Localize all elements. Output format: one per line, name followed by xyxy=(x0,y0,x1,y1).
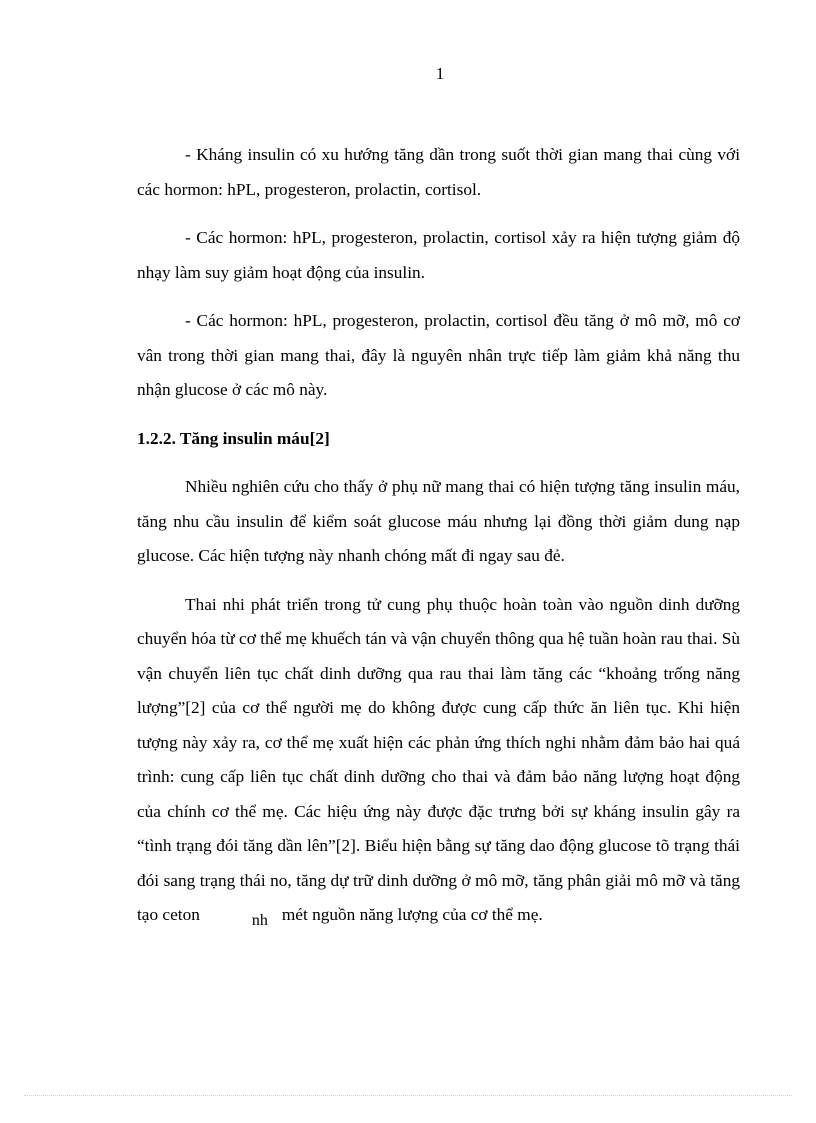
bullet-hormone-sensitivity: - Các hormon: hPL, progesteron, prolactin, cortisol xảy ra hiện tượng giảm độ nhạy làm suy giảm hoạt động của insulin. xyxy=(137,228,740,282)
section-heading-ref: [2] xyxy=(309,428,330,448)
bullet-insulin-resistance: - Kháng insulin có xu hướng tăng dần trong suốt thời gian mang thai cùng với các hormon: hPL, progesteron, prolactin, cortisol. xyxy=(137,145,740,199)
paragraph-fetal-nutrition-tail: mét nguồn năng lượng của cơ thể mẹ. xyxy=(281,905,543,924)
document-body xyxy=(137,138,740,948)
bullet-glucose-uptake: - Các hormon: hPL, progesteron, prolactin, cortisol đều tăng ở mô mỡ, mô cơ vân trong thời gian mang thai, đây là nguyên nhân trực tiếp làm giảm khả năng thu nhận glucose ở các mô này. xyxy=(137,311,740,399)
ocr-artifact-text: nh xyxy=(251,912,268,929)
paragraph-fetal-nutrition xyxy=(137,588,740,934)
section-heading-text: 1.2.2. Tăng insulin máu xyxy=(137,428,310,448)
section-heading xyxy=(137,422,740,457)
page-bottom-rule xyxy=(24,1095,792,1096)
page-number: 1 xyxy=(435,64,445,83)
paragraph-fetal-nutrition-main: Thai nhi phát triển trong tử cung phụ thuộc hoàn toàn vào nguồn dinh dưỡng chuyển hóa từ cơ thể mẹ khuếch tán và vận chuyển thông qua hệ tuần hoàn rau thai. Sù vận chuyển liên tục chất dinh dưỡng qua rau thai làm tăng các “khoảng trống năng lượng”[2] của cơ thể người mẹ do không được cung cấp thức ăn liên tục. Khi hiện tượng này xảy ra, cơ thể mẹ xuất hiện các phản ứng thích nghi nhằm đảm bảo hai quá trình: cung cấp liên tục chất dinh dưỡng cho thai và đảm bảo năng lượng hoạt động của chính cơ thể mẹ. Các hiệu ứng này được đặc trưng bởi sự kháng insulin gây ra “tình trạng đói tăng dần lên”[2]. Biểu hiện bằng sự tăng dao động glucose tõ trạng thái đói sang trạng thái no, tăng dự trữ dinh dưỡng ở mô mỡ, tăng phân giải mô mỡ và tăng tạo ceton xyxy=(137,594,740,924)
paragraph-hyperinsulinemia: Nhiều nghiên cứu cho thấy ở phụ nữ mang thai có hiện tượng tăng insulin máu, tăng nhu cầu insulin để kiểm soát glucose máu nhưng lại đồng thời giảm dung nạp glucose. Các hiện tượng này nhanh chóng mất đi ngay sau đẻ. xyxy=(137,477,740,565)
